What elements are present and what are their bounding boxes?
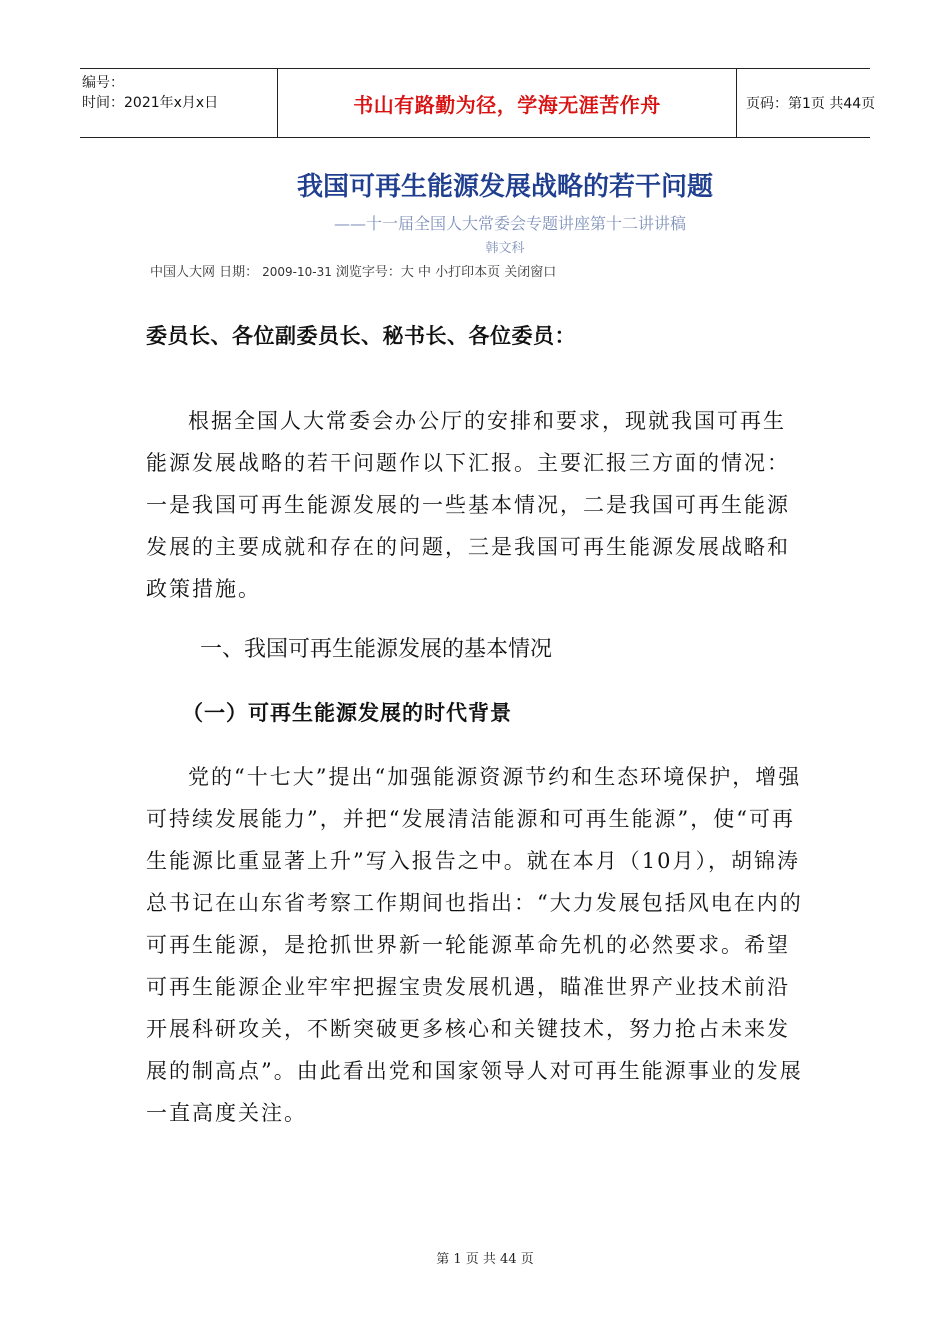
- page-footer: 第 1 页 共 44 页: [436, 1252, 534, 1267]
- salutation: 委员长、各位副委员长、秘书长、各位委员：: [146, 323, 576, 348]
- document-header: [80, 68, 876, 138]
- header-page-info: 页码：第1页 共44页: [746, 96, 876, 112]
- number-label: 编号：: [82, 75, 124, 91]
- section-heading: 一、我国可再生能源发展的基本情况: [200, 637, 553, 662]
- meta-source: 中国人大网 日期：: [150, 265, 259, 280]
- header-left-cell: [80, 69, 278, 137]
- document-meta: [150, 261, 560, 280]
- document-subtitle: ——十一届全国人大常委会专题讲座第十二讲讲稿: [333, 214, 686, 233]
- document-title: 我国可再生能源发展战略的若干问题: [296, 172, 713, 202]
- paragraph-background: 党的“十七大”提出“加强能源资源节约和生态环境保护，增强可持续发展能力”，并把“发展清洁能源和可再生能源”，使“可再生能源比重显著上升”写入报告之中。就在本月（10月），胡锦涛总书记在山东省考察工作期间也指出：“大力发展包括风电在内的可再生能源，是抢抓世界新一轮能源革命先机的必然要求。希望可再生能源企业牢牢把握宝贵发展机遇，瞄准世界产业技术前沿开展科研攻关，不断突破更多核心和关键技术，努力抢占未来发展的制高点”。由此看出党和国家领导人对可再生能源事业的发展一直高度关注。: [146, 765, 803, 1125]
- paragraph-intro: 根据全国人大常委会办公厅的安排和要求，现就我国可再生能源发展战略的若干问题作以下汇报。主要汇报三方面的情况：一是我国可再生能源发展的一些基本情况，二是我国可再生能源发展的主要成就和存在的问题，三是我国可再生能源发展战略和政策措施。: [146, 409, 790, 601]
- subsection-heading: （一）可再生能源发展的时代背景: [182, 700, 512, 725]
- meta-date: 2009-10-31: [262, 265, 332, 279]
- time-label: 时间：2021年x月x日: [82, 95, 219, 111]
- meta-tools: 浏览字号：大 中 小打印本页 关闭窗口: [335, 265, 557, 280]
- document-author: 韩文科: [485, 241, 525, 256]
- header-motto: 书山有路勤为径，学海无涯苦作舟: [278, 69, 737, 137]
